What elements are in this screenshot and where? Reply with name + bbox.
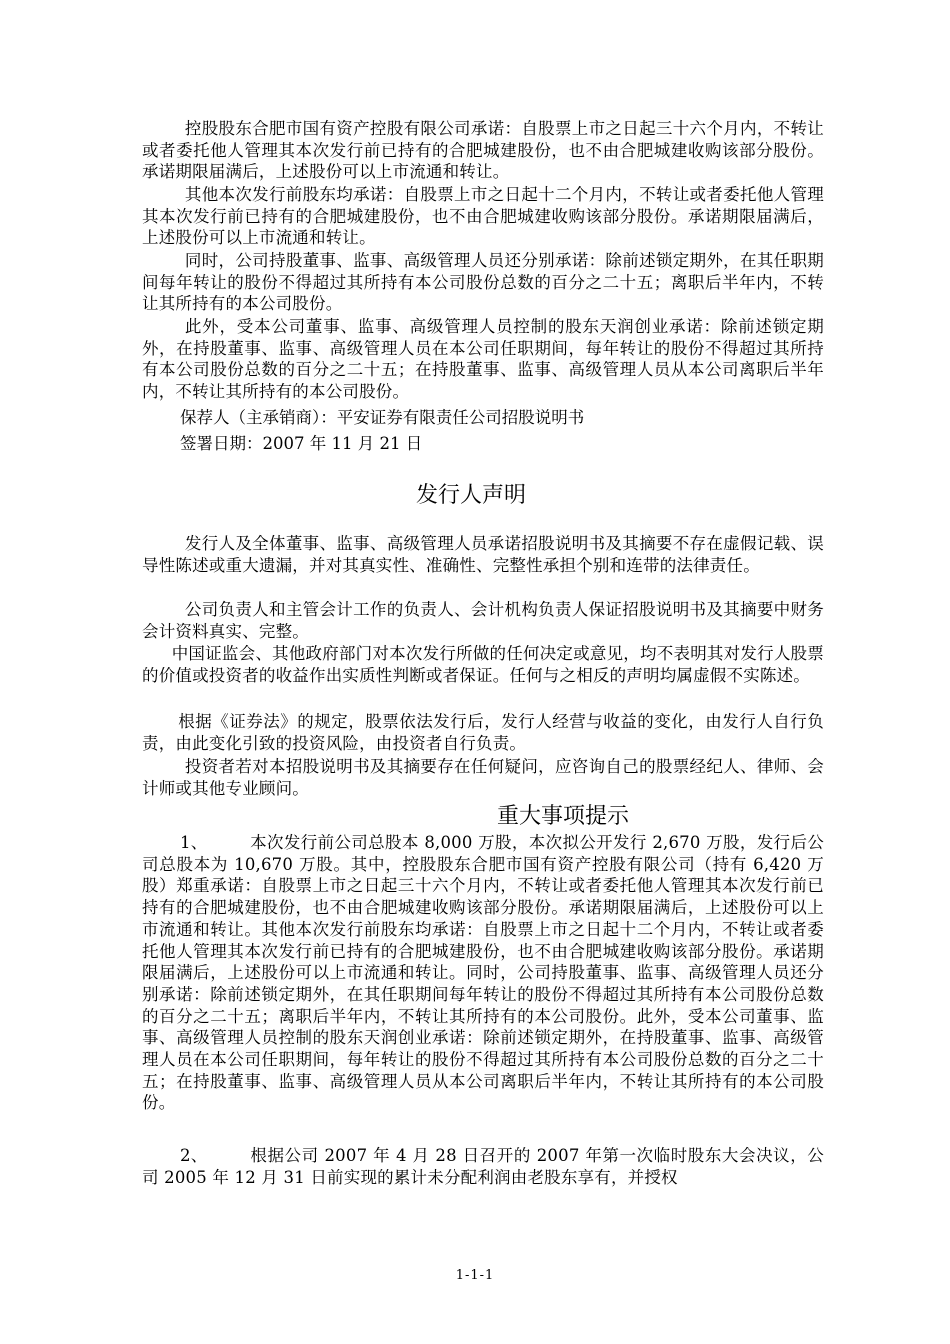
lockup-other-shareholders-paragraph: 其他本次发行前股东均承诺：自股票上市之日起十二个月内，不转让或者委托他人管理其本次发行前已持有的合肥城建股份，也不由合肥城建收购该部分股份。承诺期限届满后，上述股份可以上市流通和转让。 [142, 185, 824, 248]
sign-date-label: 签署日期： [180, 434, 263, 453]
sign-date-line [180, 433, 422, 455]
issuer-statement-paragraph-2: 公司负责人和主管会计工作的负责人、会计机构负责人保证招股说明书及其摘要中财务会计资料真实、完整。 [142, 600, 824, 641]
lockup-executives-paragraph: 同时，公司持股董事、监事、高级管理人员还分别承诺：除前述锁定期外，在其任职期间每年转让的股份不得超过其所持有本公司股份总数的百分之二十五；离职后半年内，不转让其所持有的本公司股份。 [142, 251, 824, 314]
major-items-title: 重大事项提示 [497, 804, 630, 829]
issuer-statement-paragraph-3: 中国证监会、其他政府部门对本次发行所做的任何决定或意见，均不表明其对发行人股票的价值或投资者的收益作出实质性判断或者保证。任何与之相反的声明均属虚假不实陈述。 [142, 644, 824, 685]
major-item-2-number: 2、 [180, 1146, 208, 1165]
major-item-1-text: 本次发行前公司总股本 8,000 万股，本次拟公开发行 2,670 万股，发行后公司总股本为 10,670 万股。其中，控股股东合肥市国有资产控股有限公司（持有 6,420 万股）郑重承诺：自股票上市之日起三十六个月内，不转让或者委托他人管理其本次发行前已持有的合肥城建股份，也不由合肥城建收购该部分股份。承诺期限届满后，上述股份可以上市流通和转让。其他本次发行前股东均承诺：自股票上市之日起十二个月内，不转让或者委托他人管理其本次发行前已持有的合肥城建股份，也不由合肥城建收购该部分股份。承诺期限届满后，上述股份可以上市流通和转让。同时，公司持股董事、监事、高级管理人员还分别承诺：除前述锁定期外，在其任职期间每年转让的股份不得超过其所持有本公司股份总数的百分之二十五；离职后半年内，不转让其所持有的本公司股份。此外，受本公司董事、监事、高级管理人员控制的股东天润创业承诺：除前述锁定期外，在持股董事、监事、高级管理人员在本公司任职期间，每年转让的股份不得超过其所持有本公司股份总数的百分之二十五；在持股董事、监事、高级管理人员从本公司离职后半年内，不转让其所持有的本公司股份。 [142, 833, 824, 1113]
sponsor-document: 招股说明书 [501, 408, 585, 427]
major-item-1-number: 1、 [180, 833, 208, 852]
issuer-statement-paragraph-1: 发行人及全体董事、监事、高级管理人员承诺招股说明书及其摘要不存在虚假记载、误导性陈述或重大遗漏，并对其真实性、准确性、完整性承担个别和连带的法律责任。 [142, 534, 824, 575]
major-item-1 [142, 832, 824, 1114]
issuer-statement-paragraph-4: 根据《证券法》的规定，股票依法发行后，发行人经营与收益的变化，由发行人自行负责，由此变化引致的投资风险，由投资者自行负责。 [142, 712, 824, 753]
major-item-2-text: 根据公司 2007 年 4 月 28 日召开的 2007 年第一次临时股东大会决议，公司 2005 年 12 月 31 日前实现的累计未分配利润由老股东享有，并授权 [142, 1146, 824, 1187]
sponsor-label: 保荐人（主承销商）： [180, 408, 337, 427]
issuer-statement-paragraph-5: 投资者若对本招股说明书及其摘要存在任何疑问，应咨询自己的股票经纪人、律师、会计师或其他专业顾问。 [142, 757, 824, 798]
sponsor-line [180, 407, 584, 429]
lockup-controlling-shareholder-paragraph: 控股股东合肥市国有资产控股有限公司承诺：自股票上市之日起三十六个月内，不转让或者委托他人管理其本次发行前已持有的合肥城建股份，也不由合肥城建收购该部分股份。承诺期限届满后，上述股份可以上市流通和转让。 [142, 119, 824, 182]
page-number: 1-1-1 [455, 1268, 495, 1283]
issuer-statement-title: 发行人声明 [416, 483, 527, 508]
sponsor-name: 平安证券有限责任公司 [336, 408, 502, 427]
major-item-2 [142, 1145, 824, 1188]
lockup-tianrun-paragraph: 此外，受本公司董事、监事、高级管理人员控制的股东天润创业承诺：除前述锁定期外，在持股董事、监事、高级管理人员在本公司任职期间，每年转让的股份不得超过其所持有本公司股份总数的百分之二十五；在持股董事、监事、高级管理人员从本公司离职后半年内，不转让其所持有的本公司股份。 [142, 317, 824, 402]
sign-date-value: 2007 年 11 月 21 日 [262, 434, 423, 453]
